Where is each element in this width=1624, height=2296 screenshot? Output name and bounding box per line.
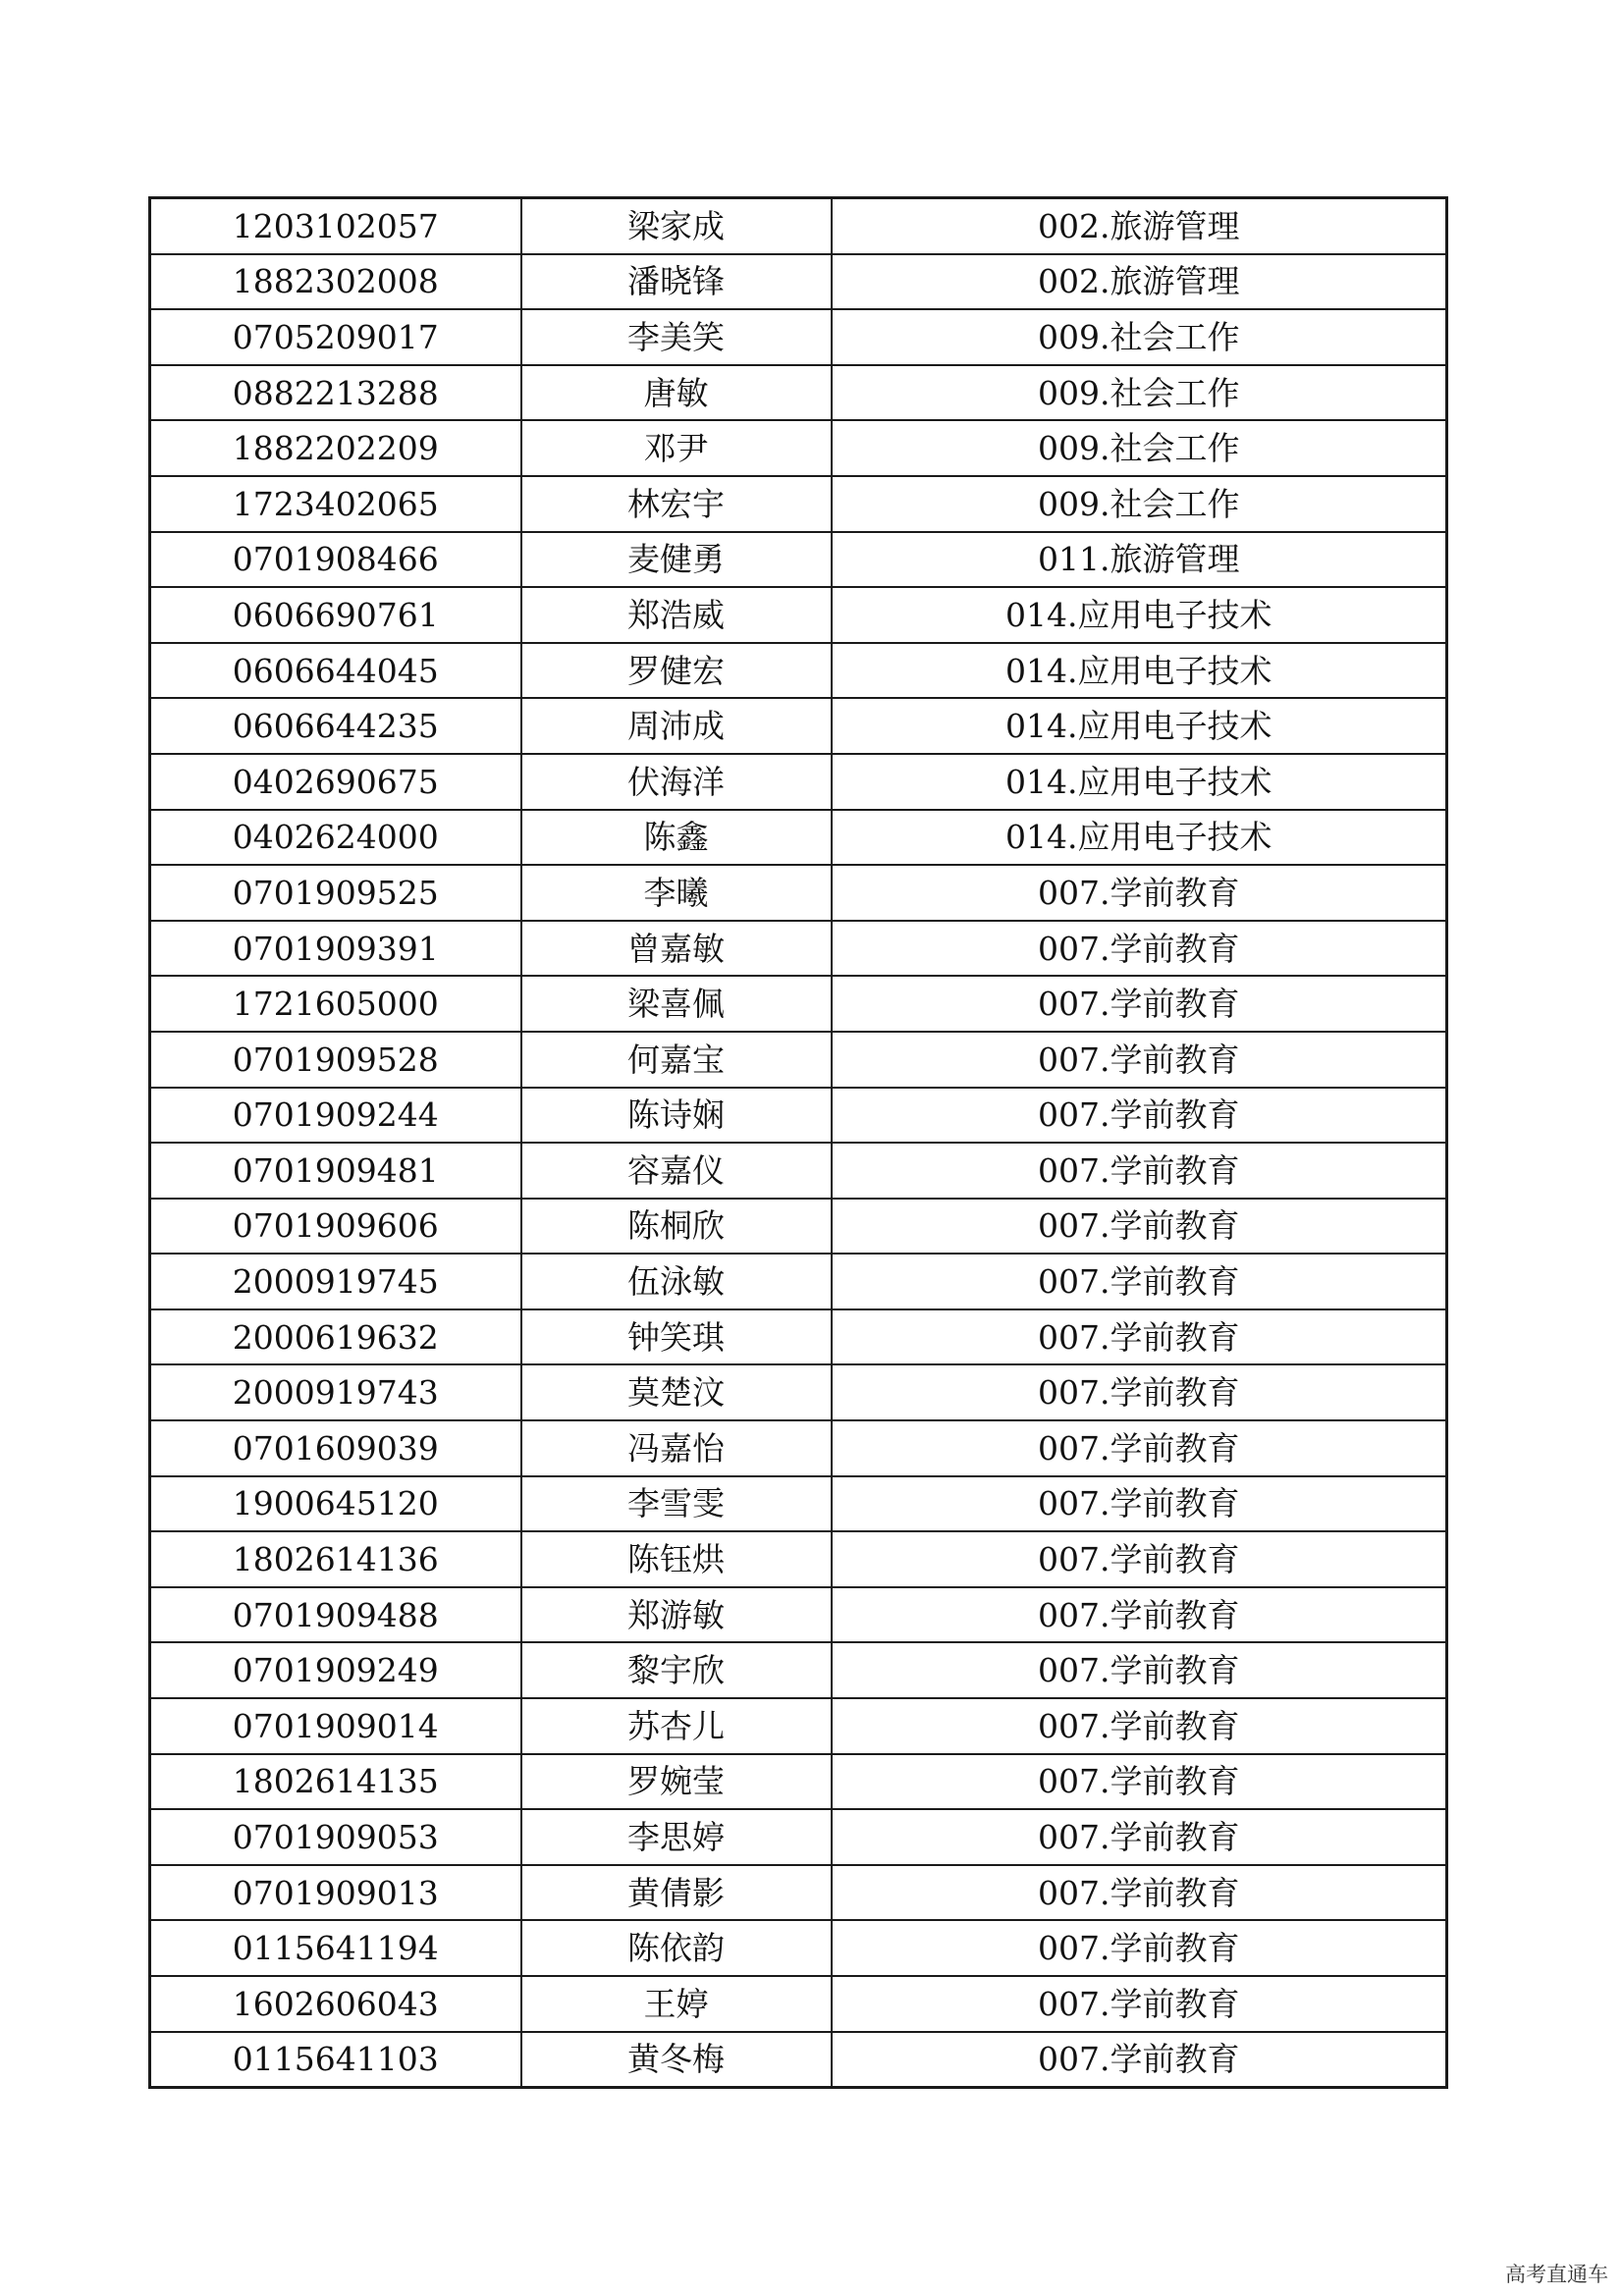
table-row [150,1254,1447,1309]
candidate-id-cell: 0701909249 [150,1642,521,1698]
student-name-cell: 陈依韵 [521,1920,832,1976]
table-row [150,309,1447,365]
major-cell: 007.学前教育 [832,865,1447,921]
table-row [150,1032,1447,1088]
student-name-cell: 陈鑫 [521,810,832,866]
candidate-id-cell: 2000919745 [150,1254,521,1309]
candidate-id-cell: 0701908466 [150,532,521,588]
roster-table-body [150,198,1447,2088]
table-row [150,1364,1447,1420]
student-name-cell: 潘晓锋 [521,254,832,310]
table-row [150,1976,1447,2032]
candidate-id-cell: 1721605000 [150,976,521,1032]
student-name-cell: 黄倩影 [521,1865,832,1921]
student-name-cell: 苏杏儿 [521,1698,832,1754]
student-name-cell: 李雪雯 [521,1476,832,1532]
major-cell: 007.学前教育 [832,1865,1447,1921]
candidate-id-cell: 1723402065 [150,476,521,532]
student-name-cell: 冯嘉怡 [521,1420,832,1476]
major-cell: 007.学前教育 [832,1032,1447,1088]
major-cell: 007.学前教育 [832,1698,1447,1754]
major-cell: 011.旅游管理 [832,532,1447,588]
candidate-id-cell: 0701909013 [150,1865,521,1921]
student-name-cell: 唐敏 [521,365,832,421]
student-name-cell: 伏海洋 [521,754,832,810]
student-name-cell: 容嘉仪 [521,1143,832,1199]
table-row [150,532,1447,588]
table-row [150,1754,1447,1810]
major-cell: 007.学前教育 [832,1476,1447,1532]
major-cell: 007.学前教育 [832,976,1447,1032]
major-cell: 007.学前教育 [832,1254,1447,1309]
table-row [150,1199,1447,1255]
table-row [150,1809,1447,1865]
candidate-id-cell: 1900645120 [150,1476,521,1532]
candidate-id-cell: 0705209017 [150,309,521,365]
table-row [150,2032,1447,2088]
major-cell: 009.社会工作 [832,420,1447,476]
candidate-id-cell: 2000919743 [150,1364,521,1420]
student-name-cell: 陈诗娴 [521,1088,832,1144]
table-row [150,865,1447,921]
table-row [150,1531,1447,1587]
candidate-id-cell: 0115641103 [150,2032,521,2088]
major-cell: 009.社会工作 [832,476,1447,532]
major-cell: 014.应用电子技术 [832,698,1447,754]
student-name-cell: 陈桐欣 [521,1199,832,1255]
student-name-cell: 邓尹 [521,420,832,476]
candidate-id-cell: 0701909488 [150,1587,521,1643]
table-row [150,365,1447,421]
table-row [150,420,1447,476]
candidate-id-cell: 0701909014 [150,1698,521,1754]
table-row [150,1865,1447,1921]
major-cell: 007.学前教育 [832,1920,1447,1976]
candidate-id-cell: 1802614135 [150,1754,521,1810]
major-cell: 007.学前教育 [832,1364,1447,1420]
table-row [150,921,1447,977]
candidate-id-cell: 0606644235 [150,698,521,754]
student-name-cell: 陈钰烘 [521,1531,832,1587]
candidate-id-cell: 0402690675 [150,754,521,810]
major-cell: 002.旅游管理 [832,254,1447,310]
major-cell: 007.学前教育 [832,1088,1447,1144]
student-name-cell: 李思婷 [521,1809,832,1865]
major-cell: 009.社会工作 [832,365,1447,421]
candidate-id-cell: 0402624000 [150,810,521,866]
table-row [150,1920,1447,1976]
candidate-id-cell: 0606690761 [150,587,521,643]
student-name-cell: 伍泳敏 [521,1254,832,1309]
major-cell: 002.旅游管理 [832,198,1447,254]
student-name-cell: 何嘉宝 [521,1032,832,1088]
candidate-id-cell: 0701909391 [150,921,521,977]
student-name-cell: 钟笑琪 [521,1309,832,1365]
table-row [150,1642,1447,1698]
major-cell: 007.学前教育 [832,1587,1447,1643]
table-row [150,810,1447,866]
candidate-id-cell: 2000619632 [150,1309,521,1365]
candidate-id-cell: 0882213288 [150,365,521,421]
candidate-id-cell: 1882202209 [150,420,521,476]
major-cell: 007.学前教育 [832,1754,1447,1810]
table-row [150,1698,1447,1754]
major-cell: 007.学前教育 [832,1420,1447,1476]
student-name-cell: 梁家成 [521,198,832,254]
table-row [150,1143,1447,1199]
candidate-id-cell: 0701909244 [150,1088,521,1144]
candidate-id-cell: 0701909606 [150,1199,521,1255]
major-cell: 007.学前教育 [832,1143,1447,1199]
table-row [150,254,1447,310]
candidate-id-cell: 1602606043 [150,1976,521,2032]
student-name-cell: 罗健宏 [521,643,832,699]
candidate-id-cell: 1802614136 [150,1531,521,1587]
candidate-id-cell: 1882302008 [150,254,521,310]
table-row [150,1309,1447,1365]
student-name-cell: 郑浩威 [521,587,832,643]
student-name-cell: 曾嘉敏 [521,921,832,977]
major-cell: 014.应用电子技术 [832,587,1447,643]
student-name-cell: 梁喜佩 [521,976,832,1032]
major-cell: 009.社会工作 [832,309,1447,365]
table-row [150,1088,1447,1144]
major-cell: 007.学前教育 [832,1809,1447,1865]
table-row [150,698,1447,754]
major-cell: 007.学前教育 [832,2032,1447,2088]
candidate-id-cell: 0701909528 [150,1032,521,1088]
student-name-cell: 黎宇欣 [521,1642,832,1698]
student-name-cell: 郑游敏 [521,1587,832,1643]
major-cell: 007.学前教育 [832,1309,1447,1365]
roster-table [148,196,1448,2089]
candidate-id-cell: 0701909525 [150,865,521,921]
student-name-cell: 罗婉莹 [521,1754,832,1810]
table-row [150,754,1447,810]
candidate-id-cell: 0701609039 [150,1420,521,1476]
student-name-cell: 周沛成 [521,698,832,754]
major-cell: 014.应用电子技术 [832,810,1447,866]
major-cell: 014.应用电子技术 [832,754,1447,810]
major-cell: 007.学前教育 [832,1531,1447,1587]
table-row [150,587,1447,643]
table-row [150,976,1447,1032]
student-name-cell: 麦健勇 [521,532,832,588]
major-cell: 007.学前教育 [832,1976,1447,2032]
student-name-cell: 林宏宇 [521,476,832,532]
table-row [150,643,1447,699]
student-name-cell: 李曦 [521,865,832,921]
table-row [150,1420,1447,1476]
major-cell: 014.应用电子技术 [832,643,1447,699]
candidate-id-cell: 0115641194 [150,1920,521,1976]
student-name-cell: 黄冬梅 [521,2032,832,2088]
table-row [150,198,1447,254]
major-cell: 007.学前教育 [832,1199,1447,1255]
student-name-cell: 李美笑 [521,309,832,365]
student-name-cell: 王婷 [521,1976,832,2032]
table-row [150,476,1447,532]
candidate-id-cell: 0701909481 [150,1143,521,1199]
table-row [150,1476,1447,1532]
major-cell: 007.学前教育 [832,1642,1447,1698]
candidate-id-cell: 0606644045 [150,643,521,699]
candidate-id-cell: 1203102057 [150,198,521,254]
student-name-cell: 莫楚汶 [521,1364,832,1420]
major-cell: 007.学前教育 [832,921,1447,977]
table-row [150,1587,1447,1643]
watermark-text: 高考直通车 [1505,2263,1608,2286]
candidate-id-cell: 0701909053 [150,1809,521,1865]
